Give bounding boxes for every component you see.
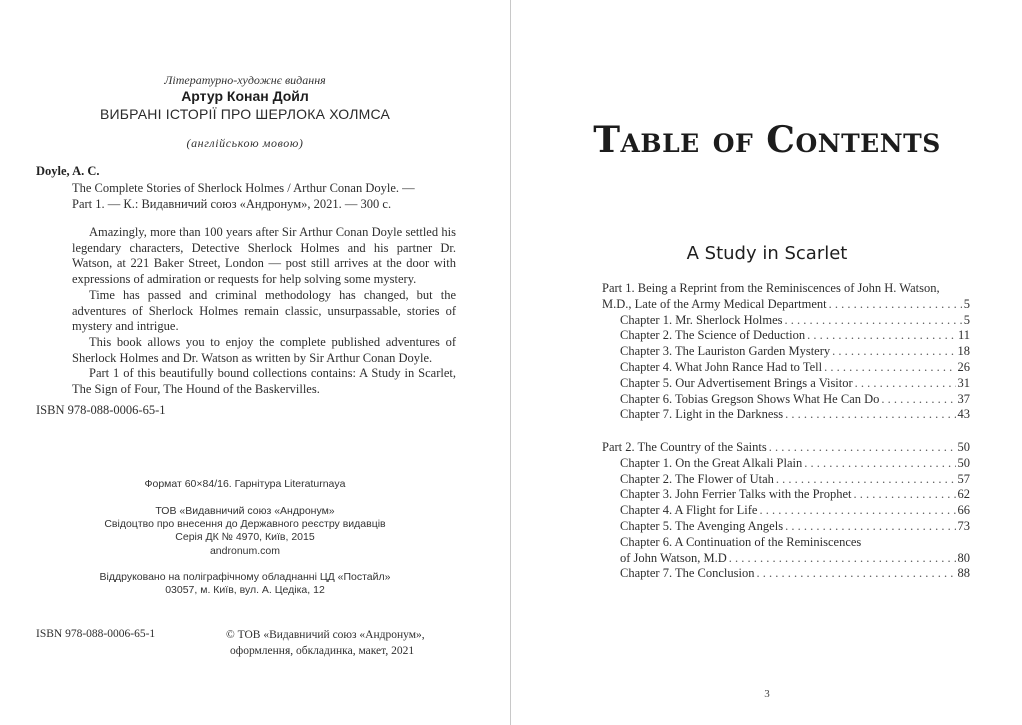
toc-entry-label: Chapter 3. The Lauriston Garden Mystery [620, 344, 831, 359]
format-line [36, 478, 454, 491]
publisher-line: Серія ДК № 4970, Київ, 2015 [175, 531, 315, 544]
toc-entry [602, 360, 970, 376]
toc-entry-label: Chapter 6. Tobias Gregson Shows What He Can Do [620, 391, 880, 406]
author-name: Артур Конан Дойл [181, 88, 309, 104]
abstract-paragraph: Part 1 of this beautifully bound collections contains: A Study in Scarlet, The Sign of Four, The Hound of the Baskervilles. [72, 366, 456, 397]
toc-entry-label: Chapter 3. John Ferrier Talks with the Prophet [620, 487, 852, 502]
toc-entry [602, 392, 970, 408]
publisher-block [36, 505, 454, 558]
isbn: ISBN 978-088-0006-65-1 [36, 403, 166, 417]
toc-entry [602, 281, 970, 297]
toc-leader-dots [729, 551, 956, 567]
toc-entry-page: 73 [957, 518, 970, 533]
copyright-line: оформлення, обкладинка, макет, 2021 [230, 644, 415, 657]
toc-leader-dots [855, 376, 956, 392]
toc-entry [602, 344, 970, 360]
toc-entry-page: 50 [957, 440, 970, 454]
toc-part2 [602, 440, 970, 582]
toc-entry-label: Part 2. The Country of the Saints [602, 440, 767, 454]
toc-entry-page: 5 [963, 312, 970, 327]
toc-entry [602, 328, 970, 344]
publisher-line: ТОВ «Видавничий союз «Андронум» [155, 505, 335, 517]
biblio-line: The Complete Stories of Sherlock Holmes / Arthur Conan Doyle. — [72, 181, 415, 195]
toc-entry-page: 26 [957, 359, 970, 374]
page-gutter [510, 0, 511, 725]
copyright-line: © ТОВ «Видавничий союз «Андронум», [226, 629, 425, 641]
language-note: (англійською мовою) [186, 136, 304, 150]
toc-entry-page: 43 [957, 407, 970, 422]
toc-entry [602, 472, 970, 488]
toc-leader-dots [785, 519, 955, 535]
format-text: Формат 60×84/16. Гарнітура Literaturnaya [144, 478, 346, 490]
publisher-line: andronum.com [209, 544, 281, 557]
abstract [72, 225, 456, 398]
toc-entry-page: 11 [957, 328, 970, 343]
toc-entry-page: 50 [957, 455, 970, 470]
left-page [0, 0, 510, 725]
toc-entry [602, 440, 970, 456]
toc-entry-label: Chapter 1. Mr. Sherlock Holmes [620, 312, 783, 327]
toc-entry-label: Chapter 2. The Flower of Utah [620, 471, 774, 486]
toc-entry [602, 313, 970, 329]
toc-entry-label: Chapter 2. The Science of Deduction [620, 328, 806, 343]
toc-entry-page: 62 [957, 487, 970, 502]
toc-entry-page: 80 [957, 550, 970, 565]
toc-title: Table of Contents [593, 119, 941, 161]
toc-entry-label: Chapter 7. Light in the Darkness [620, 407, 784, 422]
toc-entry-label: Chapter 6. A Continuation of the Reminiscences [620, 534, 862, 549]
toc-leader-dots [829, 297, 962, 313]
toc-entry-label: M.D., Late of the Army Medical Department [602, 296, 827, 311]
toc-entry-label: Part 1. Being a Reprint from the Reminiscences of John H. Watson, [602, 281, 940, 295]
toc-entry [602, 503, 970, 519]
genre-label: Літературно-художнє видання [164, 73, 326, 87]
toc-leader-dots [776, 472, 956, 488]
copyright [226, 628, 426, 659]
printer-line: 03057, м. Київ, вул. А. Цедіка, 12 [165, 584, 325, 597]
toc-entry [602, 407, 970, 423]
publisher-line: Свідоцтво про внесення до Державного реєстру видавців [104, 518, 386, 531]
toc-entry [602, 376, 970, 392]
toc-leader-dots [824, 360, 955, 376]
toc-entry-page: 31 [957, 375, 970, 390]
toc-leader-dots [832, 344, 955, 360]
printer-block [36, 571, 454, 597]
toc-entry-page: 37 [957, 391, 970, 406]
printer-line: Віддруковано на поліграфічному обладнанні ЦД «Постайл» [99, 571, 391, 583]
toc-entry-label: Chapter 4. A Flight for Life [620, 503, 758, 518]
toc-entry [602, 487, 970, 503]
toc-entry [602, 551, 970, 567]
toc-entry [602, 519, 970, 535]
toc-leader-dots [756, 566, 955, 582]
toc-entry-label: Chapter 5. Our Advertisement Brings a Visitor [620, 375, 853, 390]
toc-entry [602, 535, 970, 551]
toc-entry-label: Chapter 5. The Avenging Angels [620, 518, 784, 533]
toc-entry [602, 456, 970, 472]
toc-entry-page: 5 [963, 296, 970, 311]
toc-entry-label: Chapter 4. What John Rance Had to Tell [620, 359, 823, 374]
book-title: A Study in Scarlet [686, 243, 848, 264]
toc-entry-page: 57 [957, 471, 970, 486]
book-title-ua: ВИБРАНІ ІСТОРІЇ ПРО ШЕРЛОКА ХОЛМСА [99, 106, 391, 122]
toc-leader-dots [784, 313, 961, 329]
toc-leader-dots [804, 456, 955, 472]
toc-entry-page: 18 [957, 344, 970, 359]
abstract-paragraph: Amazingly, more than 100 years after Sir Arthur Conan Doyle settled his legendary characters, Detective Sherlock Holmes and his partner Dr. Watson, at 221 Baker Street, London — post still arrives at the door with expressions of admiration or requests for help solving some mystery. [72, 225, 456, 287]
toc-leader-dots [769, 440, 956, 456]
toc-leader-dots [759, 503, 955, 519]
page-number: 3 [764, 688, 770, 700]
toc-entry [602, 297, 970, 313]
toc-leader-dots [854, 487, 956, 503]
abstract-paragraph: This book allows you to enjoy the complete published adventures of Sherlock Holmes and Dr. Watson as written by Sir Arthur Conan Doyle. [72, 334, 456, 365]
toc-entry-page: 66 [957, 503, 970, 518]
abstract-paragraph: Time has passed and criminal methodology has changed, but the adventures of Sherlock Holmes remain classic, unsurpassable, stories of mystery and intrigue. [72, 287, 456, 334]
isbn-bottom: ISBN 978-088-0006-65-1 [36, 628, 156, 640]
toc-entry [602, 566, 970, 582]
biblio-line: Part 1. — К.: Видавничий союз «Андронум», 2021. — 300 с. [72, 197, 392, 211]
toc-leader-dots [785, 407, 955, 423]
toc-entry-label: of John Watson, M.D [620, 550, 727, 565]
biblio-heading: Doyle, A. C. [36, 164, 100, 178]
toc-leader-dots [881, 392, 955, 408]
toc-leader-dots [807, 328, 956, 344]
toc-part1 [602, 281, 970, 423]
toc-entry-label: Chapter 1. On the Great Alkali Plain [620, 455, 803, 470]
toc-entry-label: Chapter 7. The Conclusion [620, 566, 755, 581]
toc-entry-page: 88 [957, 566, 970, 581]
